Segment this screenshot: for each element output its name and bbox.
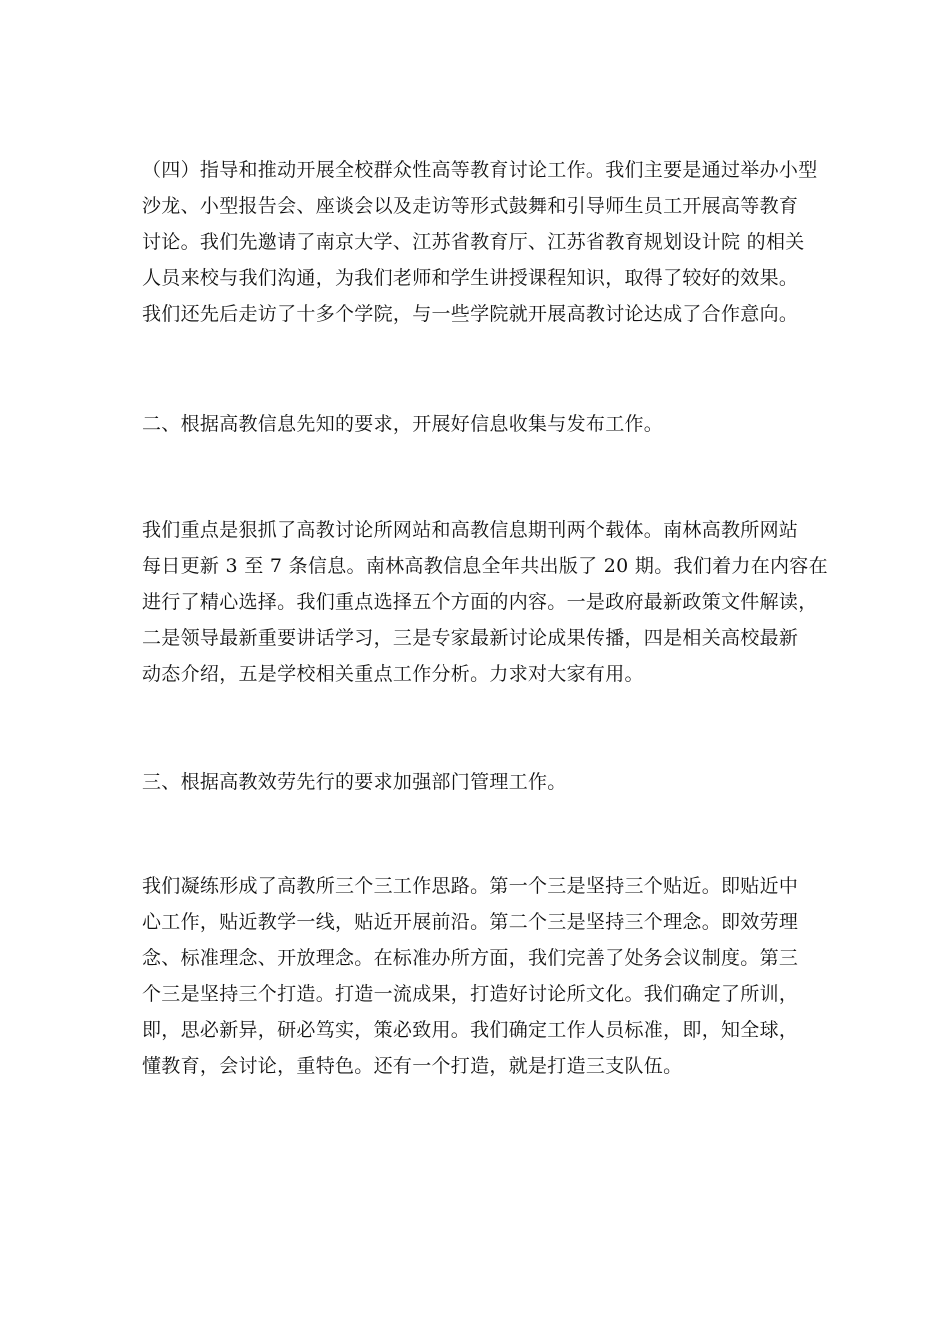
text-line: 我们重点是狠抓了高教讨论所网站和高教信息期刊两个载体。南林高教所网站 — [142, 519, 799, 541]
heading-text: 二、根据高教信息先知的要求，开展好信息收集与发布工作。 — [142, 413, 664, 435]
text-line: 进行了精心选择。我们重点选择五个方面的内容。一是政府最新政策文件解读， — [142, 591, 818, 613]
text-line: 我们凝练形成了高教所三个三工作思路。第一个三是坚持三个贴近。即贴近中 — [142, 875, 799, 897]
paragraph-information-work — [142, 512, 828, 692]
paragraph-guidance-discussion — [142, 152, 822, 332]
heading-text: 三、根据高教效劳先行的要求加强部门管理工作。 — [142, 771, 567, 793]
section-heading-information — [142, 406, 822, 442]
text-line: 每日更新 3 至 7 条信息。南林高教信息全年共出版了 20 期。我们着力在内容在 — [142, 555, 828, 577]
text-line: 个三是坚持三个打造。打造一流成果，打造好讨论所文化。我们确定了所训， — [142, 983, 799, 1005]
text-line: 念、标准理念、开放理念。在标准办所方面，我们完善了处务会议制度。第三 — [142, 947, 799, 969]
text-line: 讨论。我们先邀请了南京大学、江苏省教育厅、江苏省教育规划设计院 的相关 — [142, 231, 805, 253]
text-line: 我们还先后走访了十多个学院，与一些学院就开展高教讨论达成了合作意向。 — [142, 303, 799, 325]
text-line: 动态介绍，五是学校相关重点工作分析。力求对大家有用。 — [142, 663, 644, 685]
text-line: 沙龙、小型报告会、座谈会以及走访等形式鼓舞和引导师生员工开展高等教育 — [142, 195, 799, 217]
text-line: 即，思必新异，研必笃实，策必致用。我们确定工作人员标准，即，知全球， — [142, 1019, 799, 1041]
text-line: 懂教育，会讨论，重特色。还有一个打造，就是打造三支队伍。 — [142, 1055, 683, 1077]
text-line: （四）指导和推动开展全校群众性高等教育讨论工作。我们主要是通过举办小型 — [142, 159, 818, 181]
section-heading-management — [142, 764, 822, 800]
text-line: 二是领导最新重要讲话学习，三是专家最新讨论成果传播，四是相关高校最新 — [142, 627, 799, 649]
text-line: 心工作，贴近教学一线，贴近开展前沿。第二个三是坚持三个理念。即效劳理 — [142, 911, 799, 933]
paragraph-management-work — [142, 868, 822, 1084]
text-line: 人员来校与我们沟通，为我们老师和学生讲授课程知识，取得了较好的效果。 — [142, 267, 799, 289]
